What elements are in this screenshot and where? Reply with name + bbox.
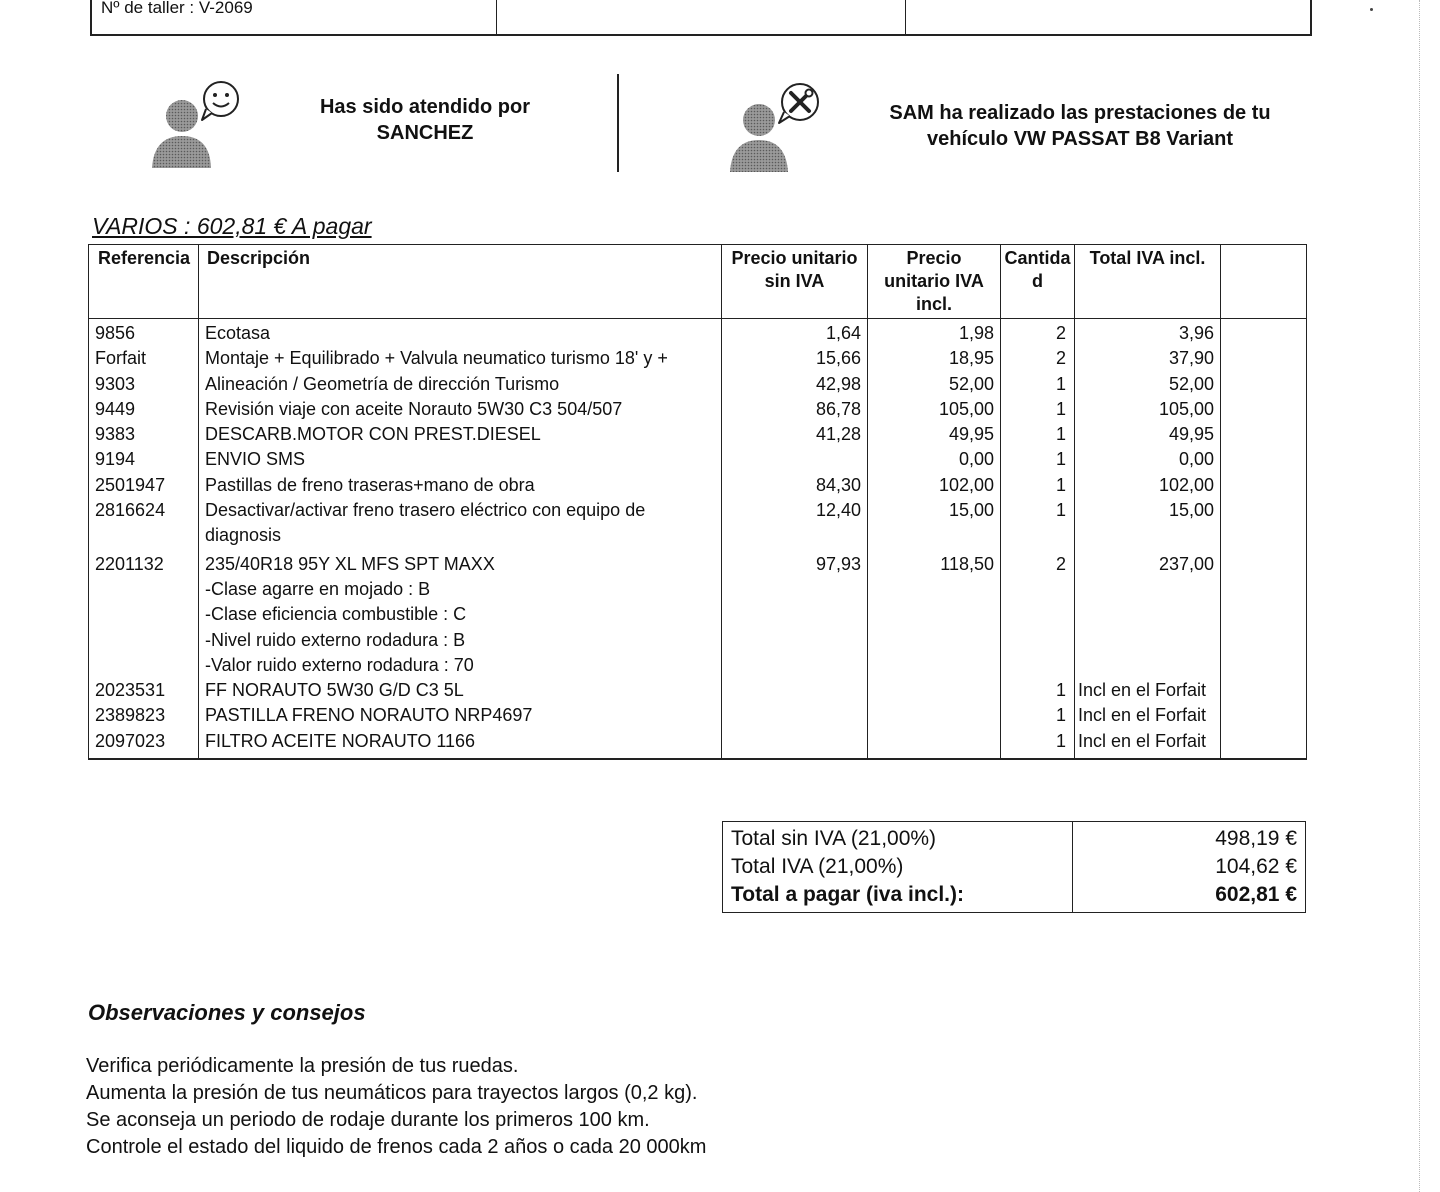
row-unit-price-iva: 1,98 [868,319,1001,347]
table-row [89,473,1307,498]
iva-label: Total IVA (21,00%) [723,853,1073,881]
row-quantity: 2 [1001,319,1075,347]
row-total: 0,00 [1075,447,1221,472]
iva-value: 104,62 € [1215,855,1297,878]
header-unit-price-iva: Precio unitario IVA incl. [868,245,1001,319]
attended-advisor-name: SANCHEZ [376,122,474,144]
tire-spec: -Valor ruido externo rodadura : 70 [205,654,474,675]
row-description: Revisión viaje con aceite Norauto 5W30 C3 504/507 [199,397,722,422]
attended-by-text [270,94,580,146]
row-description: FILTRO ACEITE NORAUTO 1166 [199,729,722,759]
row-total: 52,00 [1075,372,1221,397]
totals-row-iva [723,853,1306,881]
items-table [88,244,1307,760]
row-total: 105,00 [1075,397,1221,422]
header-unit-price-no-iva: Precio unitario sin IVA [722,245,868,319]
row-reference: 2097023 [89,729,199,759]
workshop-number: Nº de taller : V-2069 [92,0,497,34]
row-total: 37,90 [1075,346,1221,371]
row-reference: 9449 [89,397,199,422]
row-total: 49,95 [1075,422,1221,447]
service-line-1: SAM ha realizado las prestaciones de tu [889,102,1271,124]
row-description: Ecotasa [199,319,722,347]
row-reference: 9856 [89,319,199,347]
row-unit-price-iva: 52,00 [868,372,1001,397]
table-row [89,729,1307,759]
row-quantity: 1 [1001,447,1075,472]
totals-row-subtotal [723,822,1306,854]
totals-table [722,821,1306,913]
table-row [89,372,1307,397]
header-total-iva: Total IVA incl. [1075,245,1221,319]
row-unit-price: 84,30 [722,473,868,498]
row-reference: 2816624 [89,498,199,552]
observations-title: Observaciones y consejos [88,1000,366,1025]
table-row [89,703,1307,728]
row-description: Pastillas de freno traseras+mano de obra [199,473,722,498]
row-unit-price-iva: 15,00 [868,498,1001,552]
row-reference: 2201132 [89,552,199,678]
header-empty [1221,245,1307,319]
scan-speck [1370,8,1373,11]
grand-total-label: Total a pagar (iva incl.): [723,881,1073,913]
row-unit-price-iva: 105,00 [868,397,1001,422]
row-description: Desactivar/activar freno trasero eléctrico con equipo de diagnosis [199,498,722,552]
header-quantity: Cantida d [1001,245,1075,319]
row-unit-price: 41,28 [722,422,868,447]
row-description: PASTILLA FRENO NORAUTO NRP4697 [199,703,722,728]
row-reference: 9383 [89,422,199,447]
tire-description: 235/40R18 95Y XL MFS SPT MAXX [205,553,495,574]
tire-spec: -Clase agarre en mojado : B [205,578,431,599]
row-unit-price: 86,78 [722,397,868,422]
row-description [199,552,722,678]
row-unit-price: 1,64 [722,319,868,347]
workshop-info-cell-3 [906,0,1310,34]
row-quantity: 1 [1001,678,1075,703]
row-reference: Forfait [89,346,199,371]
row-quantity: 1 [1001,372,1075,397]
observation-line: Controle el estado del liquido de frenos cada 2 años o cada 20 000km [86,1136,707,1158]
vertical-divider [617,74,619,172]
row-reference: 2389823 [89,703,199,728]
row-total: 102,00 [1075,473,1221,498]
row-reference: 2501947 [89,473,199,498]
person-smiley-icon [150,78,245,170]
table-row [89,422,1307,447]
row-quantity: 2 [1001,346,1075,371]
table-row [89,346,1307,371]
row-description: Alineación / Geometría de dirección Turismo [199,372,722,397]
row-total: Incl en el Forfait [1075,678,1221,703]
row-unit-price: 15,66 [722,346,868,371]
row-unit-price: 12,40 [722,498,868,552]
header-description: Descripción [199,245,722,319]
person-tools-icon [729,80,824,172]
table-row [89,678,1307,703]
row-description: FF NORAUTO 5W30 G/D C3 5L [199,678,722,703]
row-quantity: 1 [1001,473,1075,498]
row-total: Incl en el Forfait [1075,703,1221,728]
row-reference: 9194 [89,447,199,472]
row-unit-price-iva: 0,00 [868,447,1001,472]
row-total: 237,00 [1075,552,1221,678]
observation-line: Aumenta la presión de tus neumáticos para trayectos largos (0,2 kg). [86,1082,698,1104]
row-total: 3,96 [1075,319,1221,347]
table-row [89,552,1307,678]
observations-list [86,1053,706,1161]
header-reference: Referencia [89,245,199,319]
row-unit-price-iva: 102,00 [868,473,1001,498]
row-total: 15,00 [1075,498,1221,552]
subtotal-value: 498,19 € [1215,827,1297,850]
totals-row-grand-total [723,881,1306,913]
attended-line-1: Has sido atendido por [319,96,531,118]
table-row [89,397,1307,422]
row-quantity: 1 [1001,397,1075,422]
grand-total-value: 602,81 € [1215,883,1297,906]
row-description: DESCARB.MOTOR CON PREST.DIESEL [199,422,722,447]
row-unit-price: 97,93 [722,552,868,678]
table-row [89,498,1307,552]
row-unit-price-iva: 49,95 [868,422,1001,447]
row-quantity: 1 [1001,703,1075,728]
workshop-info-cell-2 [497,0,906,34]
row-quantity: 1 [1001,422,1075,447]
scan-edge-line [1419,0,1421,1192]
row-unit-price-iva: 18,95 [868,346,1001,371]
observation-line: Se aconseja un periodo de rodaje durante los primeros 100 km. [86,1109,650,1131]
service-text [850,100,1310,152]
row-unit-price: 42,98 [722,372,868,397]
row-total: Incl en el Forfait [1075,729,1221,759]
table-row [89,447,1307,472]
row-unit-price-iva: 118,50 [868,552,1001,678]
row-unit-price [722,447,868,472]
row-reference: 2023531 [89,678,199,703]
table-row [89,319,1307,347]
table-header-row [89,245,1307,319]
row-quantity: 1 [1001,498,1075,552]
tire-spec: -Nivel ruido externo rodadura : B [205,629,466,650]
row-reference: 9303 [89,372,199,397]
subtotal-label: Total sin IVA (21,00%) [723,822,1073,854]
tire-spec: -Clase eficiencia combustible : C [205,604,467,625]
workshop-info-table [90,0,1312,36]
observation-line: Verifica periódicamente la presión de tus ruedas. [86,1055,519,1077]
row-description: ENVIO SMS [199,447,722,472]
service-vehicle: vehículo VW PASSAT B8 Variant [927,128,1233,150]
section-title: VARIOS : 602,81 € A pagar [92,213,372,239]
row-quantity: 1 [1001,729,1075,759]
row-description: Montaje + Equilibrado + Valvula neumatico turismo 18' y + [199,346,722,371]
row-quantity: 2 [1001,552,1075,678]
